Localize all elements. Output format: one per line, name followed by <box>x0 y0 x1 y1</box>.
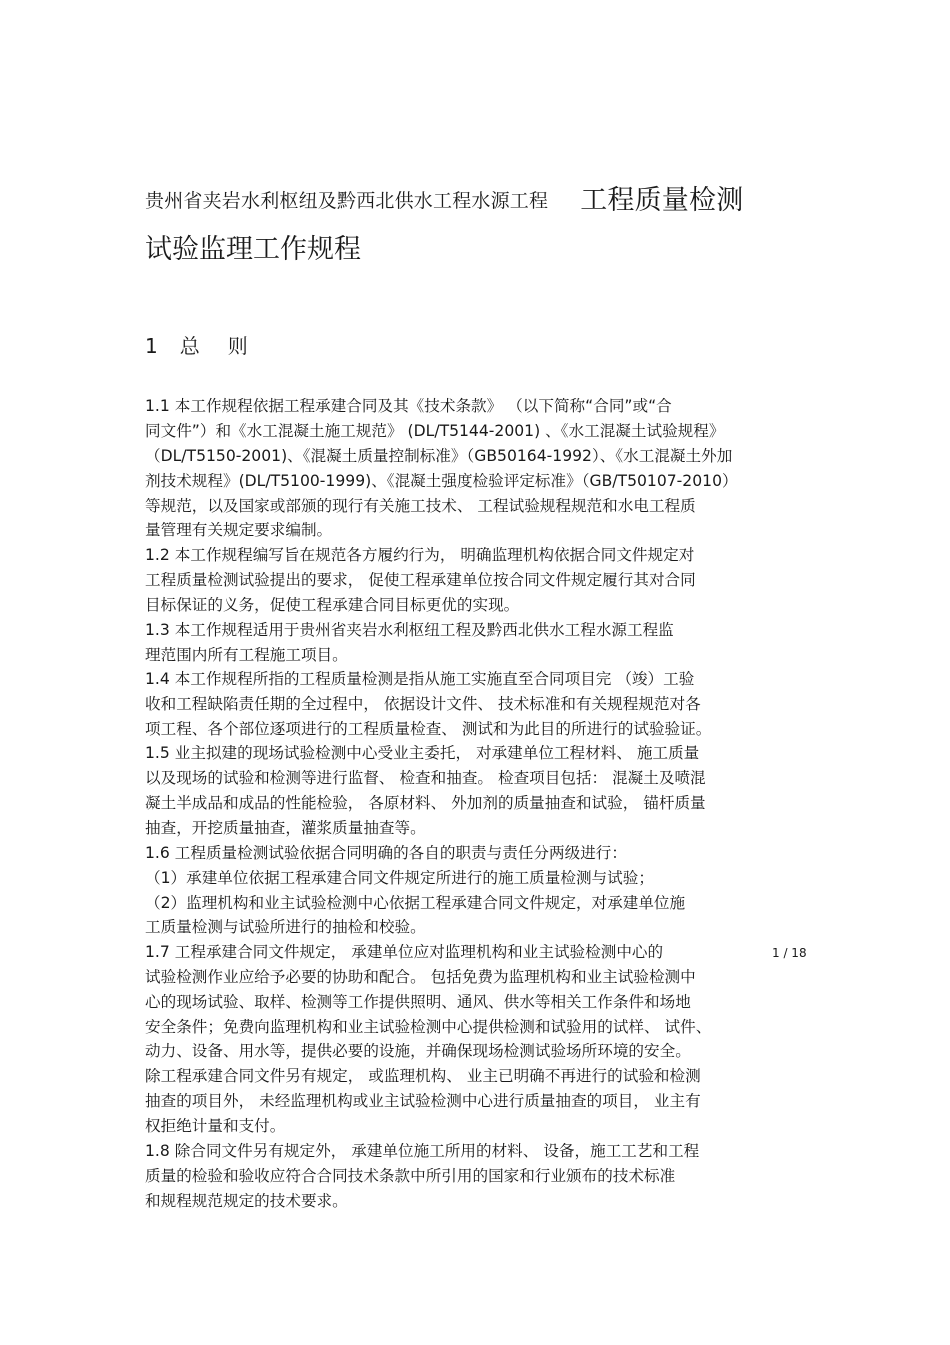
paragraph-line: 安全条件；免费向监理机构和业主试验检测中心提供检测和试验用的试样、 试件、 <box>145 1018 712 1036</box>
paragraph-line: 抽查的项目外， 未经监理机构或业主试验检测中心进行质量抽查的项目， 业主有 <box>145 1092 701 1110</box>
paragraph-line: （1）承建单位依据工程承建合同文件规定所进行的施工质量检测与试验； <box>145 869 654 887</box>
paragraph-line: 质量的检验和验收应符合合同技术条款中所引用的国家和行业颁布的技术标准 <box>145 1167 676 1185</box>
paragraph-line: 1.7 工程承建合同文件规定， 承建单位应对监理机构和业主试验检测中心的 <box>145 943 664 961</box>
section-word2: 则 <box>227 334 248 358</box>
paragraph-line: 1.8 除合同文件另有规定外， 承建单位施工所用的材料、 设备，施工工艺和工程 <box>145 1142 700 1160</box>
paragraph-line: 1.3 本工作规程适用于贵州省夹岩水利枢纽工程及黔西北供水工程水源工程监 <box>145 621 674 639</box>
paragraph-line: 抽查，开挖质量抽查，灌浆质量抽查等。 <box>145 819 426 837</box>
paragraph-line: 工程质量检测试验提出的要求， 促使工程承建单位按合同文件规定履行其对合同 <box>145 571 696 589</box>
title-main-part1: 工程质量检测 <box>580 185 744 216</box>
paragraph-line: 1.6 工程质量检测试验依据合同明确的各自的职责与责任分两级进行： <box>145 844 627 862</box>
paragraph-line: 1.1 本工作规程依据工程承建合同及其《技术条款》 （以下简称“合同”或“合 <box>145 397 672 415</box>
paragraph-line: 心的现场试验、取样、检测等工作提供照明、通风、供水等相关工作条件和场地 <box>145 993 691 1011</box>
page-number: 1 / 18 <box>772 946 807 960</box>
paragraph-line: 工质量检测与试验所进行的抽检和校验。 <box>145 918 426 936</box>
paragraph-line: 凝土半成品和成品的性能检验， 各原材料、 外加剂的质量抽查和试验， 锚杆质量 <box>145 794 706 812</box>
paragraph-line: 等规范，以及国家或部颁的现行有关施工技术、 工程试验规程规范和水电工程质 <box>145 497 696 515</box>
paragraph-line: 和规程规范规定的技术要求。 <box>145 1192 348 1210</box>
paragraph-line: 动力、设备、用水等，提供必要的设施，并确保现场检测试验场所环境的安全。 <box>145 1042 691 1060</box>
section-heading <box>145 330 248 359</box>
paragraph-line: 目标保证的义务，促使工程承建合同目标更优的实现。 <box>145 596 520 614</box>
paragraph-line: 量管理有关规定要求编制。 <box>145 521 333 539</box>
title-project-name: 贵州省夹岩水利枢纽及黔西北供水工程水源工程 <box>145 190 549 212</box>
section-number: 1 <box>145 334 158 358</box>
paragraph-line: 1.2 本工作规程编写旨在规范各方履约行为， 明确监理机构依据合同文件规定对 <box>145 546 695 564</box>
paragraph-line: 收和工程缺陷责任期的全过程中， 依据设计文件、 技术标准和有关规程规范对各 <box>145 695 701 713</box>
paragraph-line: （DL/T5150-2001)、《混凝土质量控制标准》（GB50164-1992）、《水工混凝土外加 <box>145 447 733 465</box>
paragraph-line: 除工程承建合同文件另有规定， 或监理机构、 业主已明确不再进行的试验和检测 <box>145 1067 701 1085</box>
paragraph-line: 以及现场的试验和检测等进行监督、 检查和抽查。 检查项目包括： 混凝土及喷混 <box>145 769 706 787</box>
paragraph-line: 1.4 本工作规程所指的工程质量检测是指从施工实施直至合同项目完 （竣）工验 <box>145 670 695 688</box>
paragraph-line: 剂技术规程》(DL/T5100-1999)、《混凝土强度检验评定标准》（GB/T50107-2010） <box>145 472 738 490</box>
paragraph-line: 1.5 业主拟建的现场试验检测中心受业主委托， 对承建单位工程材料、 施工质量 <box>145 744 700 762</box>
paragraph-line: 同文件”）和《水工混凝土施工规范》 (DL/T5144-2001) 、《水工混凝土试验规程》 <box>145 422 725 440</box>
section-word1: 总 <box>179 334 200 358</box>
document-title-line1 <box>145 178 743 217</box>
paragraph-line: 试验检测作业应给予必要的协助和配合。 包括免费为监理机构和业主试验检测中 <box>145 968 696 986</box>
paragraph-line: 权拒绝计量和支付。 <box>145 1117 286 1135</box>
paragraph-line: （2）监理机构和业主试验检测中心依据工程承建合同文件规定，对承建单位施 <box>145 894 686 912</box>
document-title-line2: 试验监理工作规程 <box>145 234 361 265</box>
paragraph-line: 项工程、各个部位逐项进行的工程质量检查、 测试和为此目的所进行的试验验证。 <box>145 720 712 738</box>
paragraph-line: 理范围内所有工程施工项目。 <box>145 646 348 664</box>
